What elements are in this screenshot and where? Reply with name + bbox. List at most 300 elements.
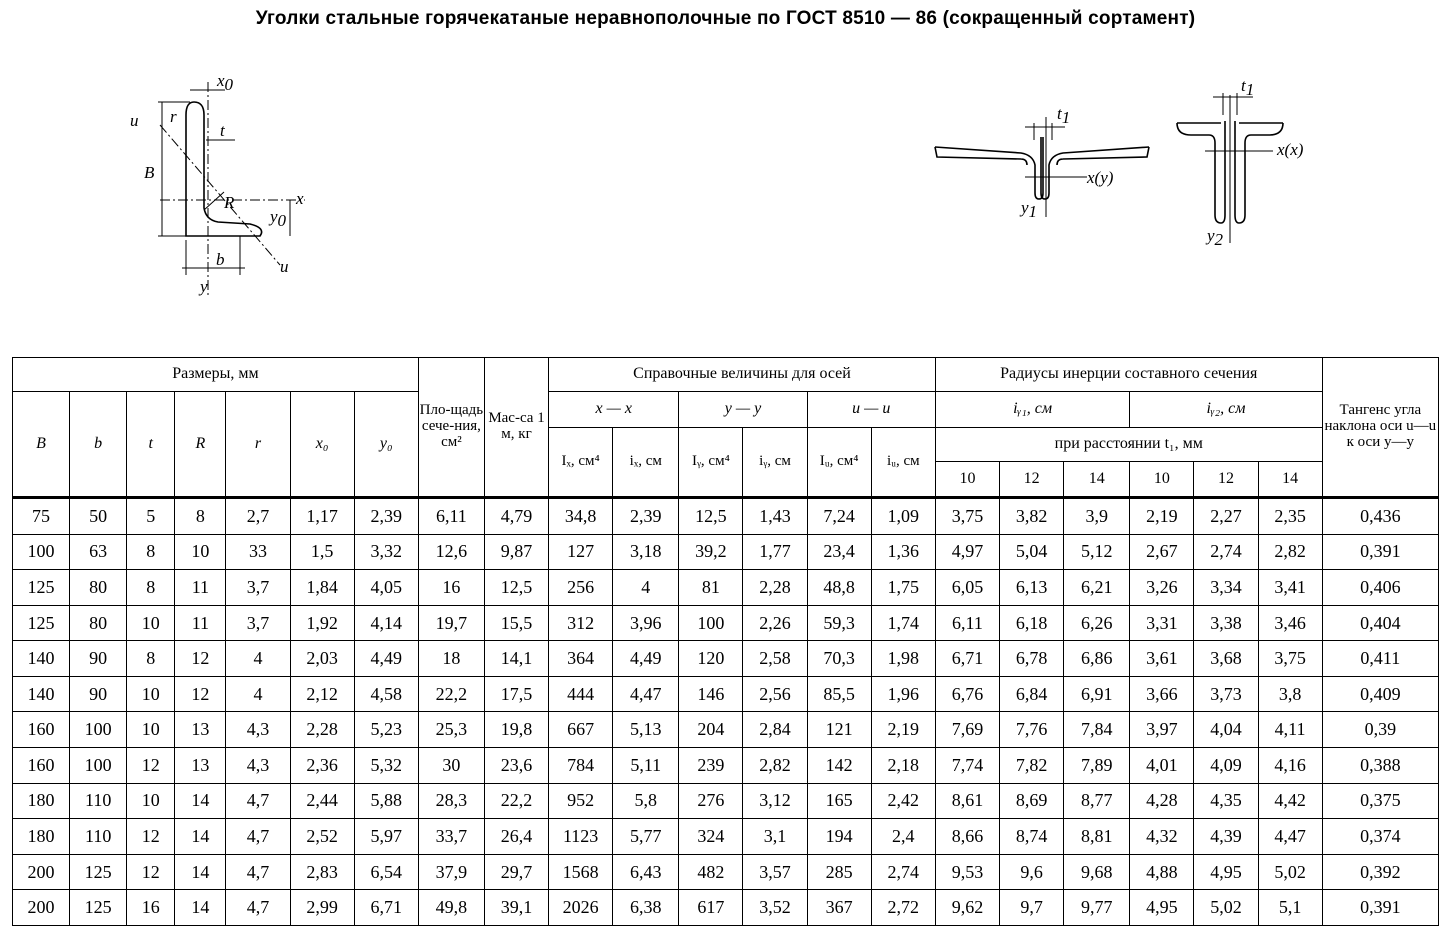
- col-iy1: iᵧ₁, см: [935, 392, 1129, 428]
- table-cell: 3,7: [226, 605, 290, 641]
- table-cell: 200: [13, 854, 70, 890]
- table-cell: 1123: [549, 819, 613, 855]
- table-cell: 10: [127, 676, 175, 712]
- table-cell: 12: [127, 819, 175, 855]
- table-cell: 4,39: [1194, 819, 1258, 855]
- table-cell: 204: [679, 712, 743, 748]
- table-cell: 3,31: [1130, 605, 1194, 641]
- composite-section-vertical-figure: [1165, 75, 1325, 250]
- col-x0: x₀: [290, 392, 354, 498]
- table-cell: 33: [226, 534, 290, 570]
- table-row: [13, 534, 1439, 570]
- table-cell: 3,75: [1258, 641, 1322, 677]
- table-cell: 0,391: [1322, 890, 1438, 926]
- table-cell: 23,4: [807, 534, 871, 570]
- table-cell: 2,28: [743, 570, 807, 606]
- table-cell: 312: [549, 605, 613, 641]
- table-cell: 5,13: [613, 712, 679, 748]
- table-cell: 3,82: [1000, 498, 1064, 535]
- table-cell: 11: [175, 570, 226, 606]
- table-cell: 2,82: [1258, 534, 1322, 570]
- table-cell: 7,82: [1000, 748, 1064, 784]
- table-cell: 256: [549, 570, 613, 606]
- table-cell: 165: [807, 783, 871, 819]
- table-cell: 1,09: [871, 498, 935, 535]
- header-radii: Радиусы инерции составного сечения: [935, 358, 1322, 392]
- table-cell: 0,404: [1322, 605, 1438, 641]
- table-cell: 23,6: [484, 748, 548, 784]
- spacing-value: 10: [1130, 462, 1194, 498]
- table-cell: 200: [13, 890, 70, 926]
- table-cell: 4,09: [1194, 748, 1258, 784]
- table-cell: 2,18: [871, 748, 935, 784]
- table-cell: 8,69: [1000, 783, 1064, 819]
- table-cell: 10: [127, 605, 175, 641]
- table-cell: 3,38: [1194, 605, 1258, 641]
- table-cell: 1,77: [743, 534, 807, 570]
- table-row: [13, 712, 1439, 748]
- table-cell: 4,3: [226, 712, 290, 748]
- table-cell: 81: [679, 570, 743, 606]
- col-ix: iₓ, см: [613, 428, 679, 498]
- table-cell: 2,67: [1130, 534, 1194, 570]
- table-cell: 4,7: [226, 783, 290, 819]
- table-cell: 34,8: [549, 498, 613, 535]
- table-cell: 90: [70, 676, 127, 712]
- table-row: [13, 641, 1439, 677]
- table-cell: 39,2: [679, 534, 743, 570]
- table-cell: 5,1: [1258, 890, 1322, 926]
- table-cell: 3,66: [1130, 676, 1194, 712]
- table-cell: 12: [127, 854, 175, 890]
- table-cell: 2,19: [871, 712, 935, 748]
- u-label-bottom: u: [280, 257, 289, 276]
- table-cell: 7,24: [807, 498, 871, 535]
- table-cell: 160: [13, 712, 70, 748]
- table-cell: 125: [70, 890, 127, 926]
- table-cell: 4,11: [1258, 712, 1322, 748]
- table-cell: 3,96: [613, 605, 679, 641]
- table-cell: 2,84: [743, 712, 807, 748]
- table-cell: 6,76: [935, 676, 999, 712]
- table-cell: 8,66: [935, 819, 999, 855]
- table-cell: 1,96: [871, 676, 935, 712]
- table-cell: 4,79: [484, 498, 548, 535]
- table-cell: 4,42: [1258, 783, 1322, 819]
- table-cell: 125: [13, 570, 70, 606]
- table-cell: 8,74: [1000, 819, 1064, 855]
- table-cell: 33,7: [418, 819, 484, 855]
- table-cell: 0,388: [1322, 748, 1438, 784]
- col-Iu: Iᵤ, см⁴: [807, 428, 871, 498]
- table-cell: 80: [70, 570, 127, 606]
- col-t: t: [127, 392, 175, 498]
- table-cell: 482: [679, 854, 743, 890]
- table-cell: 9,53: [935, 854, 999, 890]
- table-cell: 3,32: [354, 534, 418, 570]
- table-cell: 3,75: [935, 498, 999, 535]
- table-cell: 22,2: [418, 676, 484, 712]
- table-cell: 9,87: [484, 534, 548, 570]
- table-cell: 18: [418, 641, 484, 677]
- table-cell: 17,5: [484, 676, 548, 712]
- table-cell: 3,12: [743, 783, 807, 819]
- table-cell: 0,409: [1322, 676, 1438, 712]
- col-B: B: [13, 392, 70, 498]
- table-cell: 12,5: [484, 570, 548, 606]
- table-cell: 6,21: [1064, 570, 1130, 606]
- table-cell: 3,7: [226, 570, 290, 606]
- table-cell: 4,05: [354, 570, 418, 606]
- table-cell: 12: [175, 641, 226, 677]
- table-cell: 5: [127, 498, 175, 535]
- table-cell: 5,04: [1000, 534, 1064, 570]
- table-cell: 0,374: [1322, 819, 1438, 855]
- table-cell: 2,27: [1194, 498, 1258, 535]
- table-cell: 15,5: [484, 605, 548, 641]
- table-cell: 3,73: [1194, 676, 1258, 712]
- table-cell: 1,92: [290, 605, 354, 641]
- table-cell: 2,36: [290, 748, 354, 784]
- table-cell: 37,9: [418, 854, 484, 890]
- table-cell: 1,75: [871, 570, 935, 606]
- x-axis-label: x: [296, 189, 304, 208]
- table-cell: 4,7: [226, 890, 290, 926]
- spacing-value: 12: [1194, 462, 1258, 498]
- table-cell: 12: [127, 748, 175, 784]
- table-cell: 3,97: [1130, 712, 1194, 748]
- table-cell: 4,16: [1258, 748, 1322, 784]
- col-y0: y₀: [354, 392, 418, 498]
- table-cell: 667: [549, 712, 613, 748]
- table-cell: 1,98: [871, 641, 935, 677]
- y1-label: y1: [1021, 198, 1038, 221]
- table-cell: 125: [70, 854, 127, 890]
- table-cell: 5,88: [354, 783, 418, 819]
- table-cell: 11: [175, 605, 226, 641]
- col-Iy: Iᵧ, см⁴: [679, 428, 743, 498]
- table-cell: 3,57: [743, 854, 807, 890]
- table-cell: 2,12: [290, 676, 354, 712]
- table-cell: 2,58: [743, 641, 807, 677]
- table-cell: 2,03: [290, 641, 354, 677]
- axis-uu: u — u: [807, 392, 935, 428]
- table-cell: 160: [13, 748, 70, 784]
- table-cell: 110: [70, 783, 127, 819]
- table-cell: 5,02: [1258, 854, 1322, 890]
- col-Ix: Iₓ, см⁴: [549, 428, 613, 498]
- table-cell: 3,34: [1194, 570, 1258, 606]
- table-cell: 4,14: [354, 605, 418, 641]
- table-cell: 48,8: [807, 570, 871, 606]
- col-iy2: iᵧ₂, см: [1130, 392, 1322, 428]
- header-area: Пло-щадь сече-ния, см²: [418, 358, 484, 498]
- table-row: [13, 605, 1439, 641]
- table-cell: 3,1: [743, 819, 807, 855]
- table-cell: 2,4: [871, 819, 935, 855]
- table-cell: 5,97: [354, 819, 418, 855]
- table-cell: 367: [807, 890, 871, 926]
- table-cell: 26,4: [484, 819, 548, 855]
- assortment-table: [12, 357, 1439, 926]
- table-cell: 2,28: [290, 712, 354, 748]
- table-cell: 100: [679, 605, 743, 641]
- table-cell: 9,77: [1064, 890, 1130, 926]
- table-cell: 0,392: [1322, 854, 1438, 890]
- xy-axis-label: x(y): [1087, 168, 1114, 187]
- table-cell: 2,52: [290, 819, 354, 855]
- table-cell: 8: [175, 498, 226, 535]
- table-cell: 4: [226, 641, 290, 677]
- table-cell: 6,78: [1000, 641, 1064, 677]
- table-cell: 324: [679, 819, 743, 855]
- table-cell: 1,17: [290, 498, 354, 535]
- table-cell: 4: [613, 570, 679, 606]
- table-cell: 8: [127, 641, 175, 677]
- y0-label: y0: [270, 207, 287, 230]
- table-cell: 140: [13, 641, 70, 677]
- table-cell: 10: [127, 783, 175, 819]
- table-cell: 4,04: [1194, 712, 1258, 748]
- table-cell: 19,7: [418, 605, 484, 641]
- table-cell: 7,89: [1064, 748, 1130, 784]
- table-cell: 8: [127, 570, 175, 606]
- table-row: [13, 854, 1439, 890]
- table-cell: 6,54: [354, 854, 418, 890]
- table-cell: 10: [175, 534, 226, 570]
- table-cell: 2,56: [743, 676, 807, 712]
- table-cell: 25,3: [418, 712, 484, 748]
- col-r: r: [226, 392, 290, 498]
- table-cell: 0,406: [1322, 570, 1438, 606]
- table-cell: 5,11: [613, 748, 679, 784]
- table-cell: 0,436: [1322, 498, 1438, 535]
- table-cell: 3,26: [1130, 570, 1194, 606]
- table-row: [13, 498, 1439, 535]
- table-cell: 4,95: [1194, 854, 1258, 890]
- header-spacing: при расстоянии t₁, мм: [935, 428, 1322, 462]
- angle-section-figure: [120, 60, 330, 305]
- R-label: R: [224, 193, 235, 212]
- table-cell: 8: [127, 534, 175, 570]
- table-cell: 6,05: [935, 570, 999, 606]
- table-cell: 8,81: [1064, 819, 1130, 855]
- table-cell: 3,8: [1258, 676, 1322, 712]
- table-cell: 180: [13, 819, 70, 855]
- table-cell: 3,61: [1130, 641, 1194, 677]
- table-cell: 2,74: [1194, 534, 1258, 570]
- table-cell: 6,84: [1000, 676, 1064, 712]
- table-cell: 364: [549, 641, 613, 677]
- b-width-label: b: [216, 250, 225, 269]
- table-cell: 49,8: [418, 890, 484, 926]
- table-cell: 4,49: [613, 641, 679, 677]
- composite-section-horizontal-figure: [925, 95, 1155, 235]
- table-cell: 9,68: [1064, 854, 1130, 890]
- table-cell: 16: [127, 890, 175, 926]
- table-body: [13, 498, 1439, 926]
- table-cell: 276: [679, 783, 743, 819]
- table-cell: 100: [70, 748, 127, 784]
- spacing-value: 14: [1258, 462, 1322, 498]
- table-cell: 3,52: [743, 890, 807, 926]
- table-cell: 2,26: [743, 605, 807, 641]
- table-cell: 4,47: [1258, 819, 1322, 855]
- table-cell: 3,18: [613, 534, 679, 570]
- r-label: r: [170, 107, 177, 126]
- table-cell: 784: [549, 748, 613, 784]
- table-cell: 10: [127, 712, 175, 748]
- table-cell: 3,41: [1258, 570, 1322, 606]
- table-cell: 617: [679, 890, 743, 926]
- table-cell: 4,28: [1130, 783, 1194, 819]
- header-mass: Мас-са 1 м, кг: [484, 358, 548, 498]
- spacing-value: 12: [1000, 462, 1064, 498]
- table-cell: 4,47: [613, 676, 679, 712]
- table-cell: 85,5: [807, 676, 871, 712]
- table-row: [13, 819, 1439, 855]
- table-row: [13, 748, 1439, 784]
- table-cell: 12,5: [679, 498, 743, 535]
- table-cell: 0,375: [1322, 783, 1438, 819]
- table-cell: 4,95: [1130, 890, 1194, 926]
- table-cell: 80: [70, 605, 127, 641]
- table-cell: 7,69: [935, 712, 999, 748]
- table-cell: 1,43: [743, 498, 807, 535]
- table-cell: 4,32: [1130, 819, 1194, 855]
- table-cell: 3,9: [1064, 498, 1130, 535]
- y2-label: y2: [1207, 226, 1224, 249]
- axis-yy: y — y: [679, 392, 807, 428]
- table-cell: 16: [418, 570, 484, 606]
- table-cell: 6,26: [1064, 605, 1130, 641]
- col-b: b: [70, 392, 127, 498]
- table-cell: 90: [70, 641, 127, 677]
- table-cell: 1568: [549, 854, 613, 890]
- table-cell: 1,74: [871, 605, 935, 641]
- table-cell: 2,39: [613, 498, 679, 535]
- table-cell: 0,39: [1322, 712, 1438, 748]
- table-cell: 2,82: [743, 748, 807, 784]
- table-cell: 1,84: [290, 570, 354, 606]
- table-cell: 146: [679, 676, 743, 712]
- table-cell: 140: [13, 676, 70, 712]
- table-cell: 7,76: [1000, 712, 1064, 748]
- table-cell: 6,43: [613, 854, 679, 890]
- table-cell: 4,7: [226, 819, 290, 855]
- table-cell: 50: [70, 498, 127, 535]
- y-axis-label: y: [200, 277, 208, 296]
- table-cell: 4: [226, 676, 290, 712]
- table-cell: 63: [70, 534, 127, 570]
- table-cell: 6,86: [1064, 641, 1130, 677]
- col-iy: iᵧ, см: [743, 428, 807, 498]
- table-cell: 239: [679, 748, 743, 784]
- table-cell: 6,11: [418, 498, 484, 535]
- header-dimensions: Размеры, мм: [13, 358, 419, 392]
- table-cell: 6,71: [354, 890, 418, 926]
- table-cell: 9,62: [935, 890, 999, 926]
- table-cell: 30: [418, 748, 484, 784]
- table-cell: 180: [13, 783, 70, 819]
- table-cell: 2,44: [290, 783, 354, 819]
- x0-label: x0: [217, 71, 234, 94]
- table-cell: 13: [175, 748, 226, 784]
- table-cell: 127: [549, 534, 613, 570]
- table-cell: 2,83: [290, 854, 354, 890]
- table-cell: 4,35: [1194, 783, 1258, 819]
- table-cell: 2,42: [871, 783, 935, 819]
- table-cell: 8,61: [935, 783, 999, 819]
- table-cell: 6,13: [1000, 570, 1064, 606]
- table-cell: 70,3: [807, 641, 871, 677]
- table-cell: 7,84: [1064, 712, 1130, 748]
- table-cell: 28,3: [418, 783, 484, 819]
- table-cell: 2,7: [226, 498, 290, 535]
- table-cell: 4,88: [1130, 854, 1194, 890]
- table-cell: 12: [175, 676, 226, 712]
- table-cell: 4,49: [354, 641, 418, 677]
- table-cell: 100: [13, 534, 70, 570]
- table-cell: 4,01: [1130, 748, 1194, 784]
- table-cell: 6,71: [935, 641, 999, 677]
- table-cell: 13: [175, 712, 226, 748]
- xx-axis-label: x(x): [1277, 140, 1304, 159]
- table-cell: 9,7: [1000, 890, 1064, 926]
- table-cell: 3,68: [1194, 641, 1258, 677]
- table-cell: 59,3: [807, 605, 871, 641]
- table-cell: 2026: [549, 890, 613, 926]
- table-cell: 110: [70, 819, 127, 855]
- table-cell: 2,72: [871, 890, 935, 926]
- table-cell: 194: [807, 819, 871, 855]
- col-R: R: [175, 392, 226, 498]
- table-cell: 6,11: [935, 605, 999, 641]
- table-cell: 4,58: [354, 676, 418, 712]
- table-cell: 1,36: [871, 534, 935, 570]
- col-iu: iᵤ, см: [871, 428, 935, 498]
- table-cell: 121: [807, 712, 871, 748]
- table-cell: 8,77: [1064, 783, 1130, 819]
- table-cell: 4,97: [935, 534, 999, 570]
- table-cell: 125: [13, 605, 70, 641]
- table-cell: 0,411: [1322, 641, 1438, 677]
- table-row: [13, 676, 1439, 712]
- table-cell: 2,19: [1130, 498, 1194, 535]
- page-title: Уголки стальные горячекатаные неравнополочные по ГОСТ 8510 — 86 (сокращенный сортамент): [255, 8, 1196, 29]
- table-cell: 2,99: [290, 890, 354, 926]
- table-cell: 100: [70, 712, 127, 748]
- table-cell: 2,74: [871, 854, 935, 890]
- table-cell: 75: [13, 498, 70, 535]
- t-label: t: [220, 121, 225, 140]
- table-row: [13, 783, 1439, 819]
- table-cell: 6,18: [1000, 605, 1064, 641]
- table-cell: 120: [679, 641, 743, 677]
- table-cell: 5,23: [354, 712, 418, 748]
- t1-label-2: t1: [1241, 76, 1255, 99]
- table-cell: 5,12: [1064, 534, 1130, 570]
- header-reference: Справочные величины для осей: [549, 358, 936, 392]
- table-cell: 2,39: [354, 498, 418, 535]
- spacing-value: 14: [1064, 462, 1130, 498]
- table-cell: 952: [549, 783, 613, 819]
- table-cell: 3,46: [1258, 605, 1322, 641]
- header-tangent: Тангенс угла наклона оси u—u к оси y—y: [1322, 358, 1438, 498]
- table-cell: 5,8: [613, 783, 679, 819]
- table-cell: 4,7: [226, 854, 290, 890]
- table-cell: 19,8: [484, 712, 548, 748]
